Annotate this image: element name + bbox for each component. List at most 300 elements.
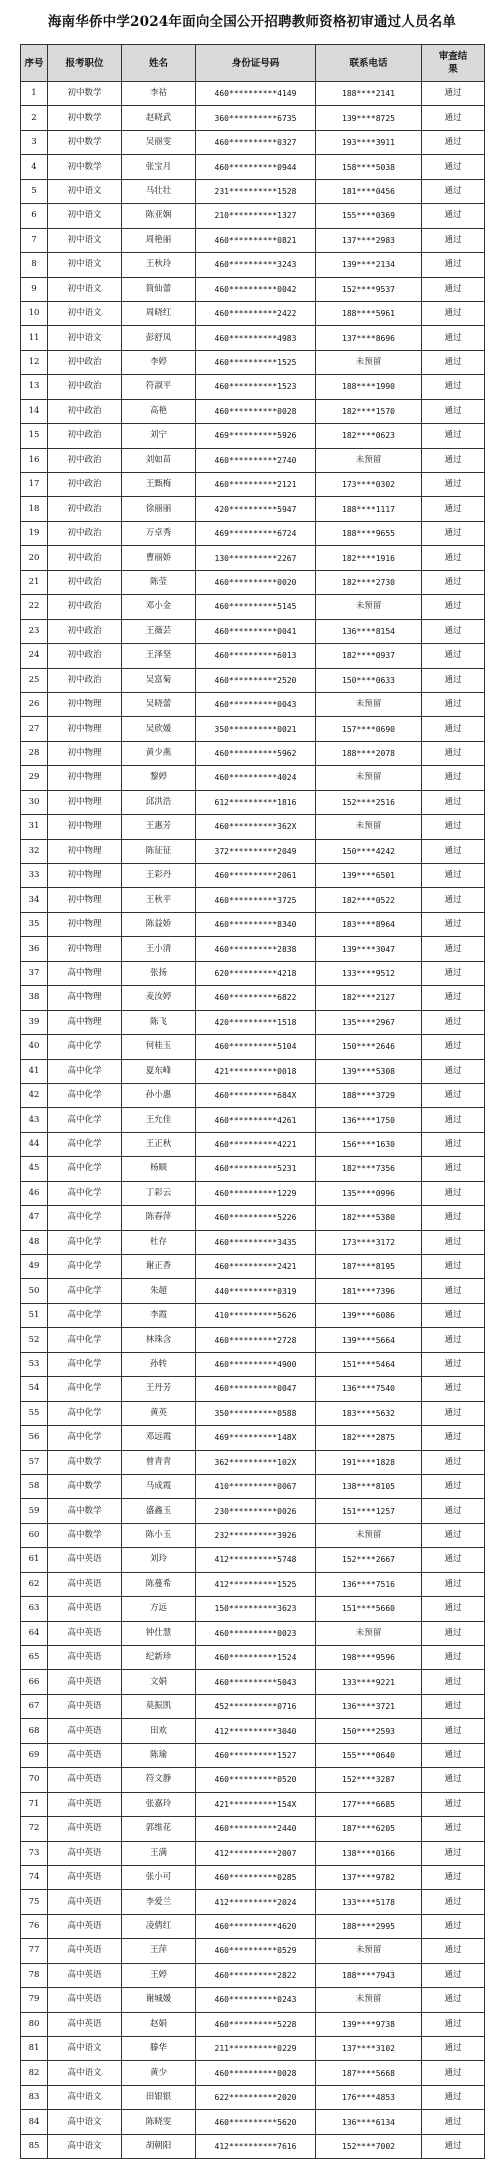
cell-index: 53 xyxy=(21,1352,48,1376)
cell-position: 初中政治 xyxy=(48,546,122,570)
table-row xyxy=(21,1230,485,1254)
cell-result: 通过 xyxy=(422,399,485,423)
cell-index: 17 xyxy=(21,473,48,497)
table-row xyxy=(21,1694,485,1718)
cell-name: 田欢 xyxy=(122,1719,196,1743)
table-row xyxy=(21,399,485,423)
cell-phone: 188****1117 xyxy=(316,497,422,521)
cell-index: 18 xyxy=(21,497,48,521)
cell-index: 64 xyxy=(21,1621,48,1645)
cell-index: 23 xyxy=(21,619,48,643)
table-row xyxy=(21,424,485,448)
cell-result: 通过 xyxy=(422,1474,485,1498)
cell-index: 56 xyxy=(21,1426,48,1450)
cell-phone: 158****5038 xyxy=(316,155,422,179)
cell-position: 高中英语 xyxy=(48,1841,122,1865)
cell-name: 丁彩云 xyxy=(122,1181,196,1205)
cell-phone: 139****5664 xyxy=(316,1328,422,1352)
cell-result: 通过 xyxy=(422,350,485,374)
cell-id-number: 362**********102X xyxy=(196,1450,316,1474)
cell-position: 高中英语 xyxy=(48,1694,122,1718)
table-row xyxy=(21,912,485,936)
cell-result: 通过 xyxy=(422,790,485,814)
cell-position: 高中化学 xyxy=(48,1108,122,1132)
cell-index: 26 xyxy=(21,692,48,716)
cell-result: 通过 xyxy=(422,253,485,277)
table-row xyxy=(21,1474,485,1498)
cell-name: 王秋平 xyxy=(122,888,196,912)
cell-result: 通过 xyxy=(422,1230,485,1254)
cell-name: 王彩丹 xyxy=(122,864,196,888)
cell-phone: 182****2127 xyxy=(316,986,422,1010)
cell-phone: 182****1570 xyxy=(316,399,422,423)
cell-position: 初中语文 xyxy=(48,253,122,277)
cell-result: 通过 xyxy=(422,1548,485,1572)
cell-index: 84 xyxy=(21,2110,48,2134)
cell-index: 35 xyxy=(21,912,48,936)
cell-position: 高中英语 xyxy=(48,1768,122,1792)
cell-result: 通过 xyxy=(422,1817,485,1841)
cell-result: 通过 xyxy=(422,1621,485,1645)
cell-name: 钟仕慧 xyxy=(122,1621,196,1645)
cell-result: 通过 xyxy=(422,961,485,985)
cell-id-number: 412**********7616 xyxy=(196,2134,316,2158)
table-row xyxy=(21,1132,485,1156)
applicant-table xyxy=(20,44,485,2159)
table-row xyxy=(21,1719,485,1743)
cell-id-number: 412**********5748 xyxy=(196,1548,316,1572)
cell-index: 77 xyxy=(21,1939,48,1963)
table-row xyxy=(21,1817,485,1841)
cell-result: 通过 xyxy=(422,839,485,863)
cell-position: 高中英语 xyxy=(48,1817,122,1841)
cell-result: 通过 xyxy=(422,1328,485,1352)
cell-index: 76 xyxy=(21,1914,48,1938)
cell-position: 初中语文 xyxy=(48,277,122,301)
cell-id-number: 460**********2520 xyxy=(196,668,316,692)
cell-phone: 136****7540 xyxy=(316,1377,422,1401)
cell-id-number: 469**********148X xyxy=(196,1426,316,1450)
cell-phone: 188****3729 xyxy=(316,1083,422,1107)
cell-result: 通过 xyxy=(422,448,485,472)
table-row xyxy=(21,766,485,790)
cell-result: 通过 xyxy=(422,570,485,594)
cell-name: 张宝月 xyxy=(122,155,196,179)
cell-result: 通过 xyxy=(422,1377,485,1401)
cell-id-number: 412**********3040 xyxy=(196,1719,316,1743)
cell-name: 刘玲 xyxy=(122,1548,196,1572)
cell-phone: 151****5464 xyxy=(316,1352,422,1376)
cell-position: 初中政治 xyxy=(48,448,122,472)
cell-id-number: 360**********6735 xyxy=(196,106,316,130)
cell-name: 邱洪浩 xyxy=(122,790,196,814)
cell-phone: 139****5308 xyxy=(316,1059,422,1083)
cell-name: 李爱兰 xyxy=(122,1890,196,1914)
cell-index: 42 xyxy=(21,1083,48,1107)
cell-index: 28 xyxy=(21,741,48,765)
cell-index: 3 xyxy=(21,130,48,154)
cell-index: 40 xyxy=(21,1035,48,1059)
table-row xyxy=(21,2110,485,2134)
table-row xyxy=(21,692,485,716)
table-row xyxy=(21,1426,485,1450)
cell-phone: 139****3047 xyxy=(316,937,422,961)
table-row xyxy=(21,1646,485,1670)
cell-name: 陈瑜 xyxy=(122,1743,196,1767)
cell-id-number: 460**********0023 xyxy=(196,1621,316,1645)
cell-result: 通过 xyxy=(422,1352,485,1376)
cell-id-number: 412**********1525 xyxy=(196,1572,316,1596)
cell-position: 高中语文 xyxy=(48,2134,122,2158)
cell-result: 通过 xyxy=(422,912,485,936)
cell-result: 通过 xyxy=(422,1939,485,1963)
table-row xyxy=(21,2134,485,2158)
cell-index: 11 xyxy=(21,326,48,350)
cell-name: 李祜 xyxy=(122,82,196,106)
cell-name: 纪新珍 xyxy=(122,1646,196,1670)
cell-position: 高中化学 xyxy=(48,1132,122,1156)
cell-position: 高中英语 xyxy=(48,1621,122,1645)
cell-id-number: 460**********4900 xyxy=(196,1352,316,1376)
cell-index: 73 xyxy=(21,1841,48,1865)
cell-result: 通过 xyxy=(422,692,485,716)
cell-phone: 193****3911 xyxy=(316,130,422,154)
cell-index: 81 xyxy=(21,2037,48,2061)
cell-position: 高中英语 xyxy=(48,1670,122,1694)
table-row xyxy=(21,1743,485,1767)
cell-index: 71 xyxy=(21,1792,48,1816)
cell-phone: 137****9782 xyxy=(316,1865,422,1889)
cell-result: 通过 xyxy=(422,2085,485,2109)
cell-id-number: 452**********0716 xyxy=(196,1694,316,1718)
cell-index: 62 xyxy=(21,1572,48,1596)
table-row xyxy=(21,497,485,521)
cell-position: 初中物理 xyxy=(48,937,122,961)
cell-position: 高中英语 xyxy=(48,1719,122,1743)
cell-name: 刘如苗 xyxy=(122,448,196,472)
table-row xyxy=(21,1597,485,1621)
cell-id-number: 460**********2061 xyxy=(196,864,316,888)
cell-result: 通过 xyxy=(422,1523,485,1547)
cell-position: 初中政治 xyxy=(48,595,122,619)
cell-name: 谢正香 xyxy=(122,1255,196,1279)
cell-phone: 未预留 xyxy=(316,1939,422,1963)
cell-index: 72 xyxy=(21,1817,48,1841)
table-row xyxy=(21,375,485,399)
cell-phone: 139****8725 xyxy=(316,106,422,130)
table-row xyxy=(21,1303,485,1327)
cell-index: 12 xyxy=(21,350,48,374)
cell-index: 85 xyxy=(21,2134,48,2158)
table-row xyxy=(21,790,485,814)
table-row xyxy=(21,106,485,130)
cell-name: 黄少燕 xyxy=(122,741,196,765)
cell-phone: 135****2967 xyxy=(316,1010,422,1034)
cell-phone: 152****7002 xyxy=(316,2134,422,2158)
cell-position: 初中政治 xyxy=(48,521,122,545)
cell-position: 高中语文 xyxy=(48,2085,122,2109)
table-row xyxy=(21,1670,485,1694)
cell-name: 李霞 xyxy=(122,1303,196,1327)
cell-index: 82 xyxy=(21,2061,48,2085)
table-row xyxy=(21,350,485,374)
cell-result: 通过 xyxy=(422,1988,485,2012)
cell-result: 通过 xyxy=(422,986,485,1010)
table-row xyxy=(21,546,485,570)
cell-id-number: 460**********1527 xyxy=(196,1743,316,1767)
cell-result: 通过 xyxy=(422,1035,485,1059)
cell-id-number: 421**********0018 xyxy=(196,1059,316,1083)
cell-phone: 188****9655 xyxy=(316,521,422,545)
table-row xyxy=(21,1328,485,1352)
cell-result: 通过 xyxy=(422,1083,485,1107)
cell-phone: 198****9596 xyxy=(316,1646,422,1670)
cell-phone: 177****6685 xyxy=(316,1792,422,1816)
cell-result: 通过 xyxy=(422,497,485,521)
cell-index: 74 xyxy=(21,1865,48,1889)
cell-phone: 157****0690 xyxy=(316,717,422,741)
cell-index: 22 xyxy=(21,595,48,619)
table-row xyxy=(21,937,485,961)
cell-position: 高中语文 xyxy=(48,2037,122,2061)
cell-name: 邓小金 xyxy=(122,595,196,619)
cell-id-number: 460**********4620 xyxy=(196,1914,316,1938)
cell-id-number: 460**********0243 xyxy=(196,1988,316,2012)
table-row xyxy=(21,1255,485,1279)
cell-position: 高中化学 xyxy=(48,1181,122,1205)
cell-name: 滕华 xyxy=(122,2037,196,2061)
cell-index: 60 xyxy=(21,1523,48,1547)
cell-result: 通过 xyxy=(422,424,485,448)
cell-id-number: 460**********0020 xyxy=(196,570,316,594)
cell-position: 高中化学 xyxy=(48,1230,122,1254)
cell-phone: 188****2141 xyxy=(316,82,422,106)
table-row xyxy=(21,839,485,863)
cell-phone: 136****1750 xyxy=(316,1108,422,1132)
cell-name: 张扬 xyxy=(122,961,196,985)
cell-phone: 136****6134 xyxy=(316,2110,422,2134)
cell-position: 高中物理 xyxy=(48,1010,122,1034)
cell-id-number: 460**********5620 xyxy=(196,2110,316,2134)
cell-position: 高中英语 xyxy=(48,1597,122,1621)
cell-index: 69 xyxy=(21,1743,48,1767)
table-row xyxy=(21,888,485,912)
cell-phone: 150****2646 xyxy=(316,1035,422,1059)
cell-position: 高中数学 xyxy=(48,1474,122,1498)
cell-phone: 156****1630 xyxy=(316,1132,422,1156)
table-body xyxy=(21,82,485,2159)
table-row xyxy=(21,1939,485,1963)
table-row xyxy=(21,644,485,668)
cell-position: 高中物理 xyxy=(48,961,122,985)
cell-position: 初中政治 xyxy=(48,473,122,497)
cell-id-number: 622**********2020 xyxy=(196,2085,316,2109)
cell-index: 24 xyxy=(21,644,48,668)
cell-phone: 139****9738 xyxy=(316,2012,422,2036)
table-row xyxy=(21,277,485,301)
cell-phone: 152****3287 xyxy=(316,1768,422,1792)
cell-name: 谢城媛 xyxy=(122,1988,196,2012)
table-row xyxy=(21,2012,485,2036)
cell-result: 通过 xyxy=(422,1963,485,1987)
cell-name: 郭维花 xyxy=(122,1817,196,1841)
cell-id-number: 211**********0229 xyxy=(196,2037,316,2061)
cell-phone: 150****0633 xyxy=(316,668,422,692)
cell-phone: 188****5961 xyxy=(316,301,422,325)
cell-index: 27 xyxy=(21,717,48,741)
cell-phone: 181****7396 xyxy=(316,1279,422,1303)
cell-index: 16 xyxy=(21,448,48,472)
cell-position: 高中化学 xyxy=(48,1352,122,1376)
cell-position: 高中英语 xyxy=(48,1988,122,2012)
cell-result: 通过 xyxy=(422,326,485,350)
cell-name: 孙转 xyxy=(122,1352,196,1376)
cell-id-number: 460**********5228 xyxy=(196,2012,316,2036)
cell-position: 初中政治 xyxy=(48,424,122,448)
cell-id-number: 372**********2049 xyxy=(196,839,316,863)
cell-position: 初中物理 xyxy=(48,815,122,839)
cell-index: 37 xyxy=(21,961,48,985)
cell-id-number: 620**********4218 xyxy=(196,961,316,985)
table-row xyxy=(21,473,485,497)
header-position: 报考职位 xyxy=(48,45,122,82)
cell-index: 9 xyxy=(21,277,48,301)
cell-name: 王泽坚 xyxy=(122,644,196,668)
cell-result: 通过 xyxy=(422,1670,485,1694)
cell-phone: 155****0369 xyxy=(316,204,422,228)
cell-id-number: 460**********5145 xyxy=(196,595,316,619)
cell-id-number: 460**********0047 xyxy=(196,1377,316,1401)
cell-id-number: 410**********0067 xyxy=(196,1474,316,1498)
cell-position: 初中物理 xyxy=(48,864,122,888)
cell-result: 通过 xyxy=(422,1743,485,1767)
cell-id-number: 421**********154X xyxy=(196,1792,316,1816)
cell-position: 高中英语 xyxy=(48,1572,122,1596)
cell-name: 陈蔓希 xyxy=(122,1572,196,1596)
cell-phone: 152****2667 xyxy=(316,1548,422,1572)
table-row xyxy=(21,619,485,643)
cell-id-number: 460**********4221 xyxy=(196,1132,316,1156)
cell-phone: 未预留 xyxy=(316,1988,422,2012)
cell-id-number: 350**********0021 xyxy=(196,717,316,741)
cell-position: 初中语文 xyxy=(48,228,122,252)
cell-phone: 188****1990 xyxy=(316,375,422,399)
table-row xyxy=(21,741,485,765)
cell-index: 34 xyxy=(21,888,48,912)
cell-phone: 176****4853 xyxy=(316,2085,422,2109)
cell-index: 14 xyxy=(21,399,48,423)
cell-position: 高中化学 xyxy=(48,1059,122,1083)
cell-id-number: 469**********6724 xyxy=(196,521,316,545)
cell-index: 8 xyxy=(21,253,48,277)
cell-id-number: 460**********2440 xyxy=(196,1817,316,1841)
cell-name: 林珠含 xyxy=(122,1328,196,1352)
cell-id-number: 460**********5043 xyxy=(196,1670,316,1694)
cell-id-number: 460**********1523 xyxy=(196,375,316,399)
cell-index: 21 xyxy=(21,570,48,594)
table-row xyxy=(21,228,485,252)
page-title: 海南华侨中学2024年面向全国公开招聘教师资格初审通过人员名单 xyxy=(47,14,457,30)
cell-result: 通过 xyxy=(422,2012,485,2036)
cell-position: 初中政治 xyxy=(48,668,122,692)
table-row xyxy=(21,448,485,472)
cell-name: 赵娟 xyxy=(122,2012,196,2036)
cell-position: 高中化学 xyxy=(48,1279,122,1303)
table-row xyxy=(21,1450,485,1474)
cell-phone: 133****9221 xyxy=(316,1670,422,1694)
table-row xyxy=(21,1108,485,1132)
cell-phone: 135****0996 xyxy=(316,1181,422,1205)
table-row xyxy=(21,130,485,154)
cell-name: 方远 xyxy=(122,1597,196,1621)
cell-result: 通过 xyxy=(422,521,485,545)
cell-position: 初中物理 xyxy=(48,912,122,936)
cell-name: 陈亚娴 xyxy=(122,204,196,228)
cell-name: 胡朝阳 xyxy=(122,2134,196,2158)
header-result: 审查结果 xyxy=(422,45,485,82)
cell-name: 赵晓武 xyxy=(122,106,196,130)
cell-position: 高中化学 xyxy=(48,1255,122,1279)
cell-phone: 188****7943 xyxy=(316,1963,422,1987)
table-row xyxy=(21,595,485,619)
cell-position: 初中政治 xyxy=(48,644,122,668)
cell-id-number: 460**********684X xyxy=(196,1083,316,1107)
cell-index: 2 xyxy=(21,106,48,130)
cell-id-number: 460**********2822 xyxy=(196,1963,316,1987)
cell-phone: 182****0623 xyxy=(316,424,422,448)
cell-result: 通过 xyxy=(422,1059,485,1083)
cell-position: 高中化学 xyxy=(48,1303,122,1327)
cell-result: 通过 xyxy=(422,2134,485,2158)
table-row xyxy=(21,1377,485,1401)
cell-position: 高中化学 xyxy=(48,1206,122,1230)
cell-id-number: 460**********5962 xyxy=(196,741,316,765)
cell-phone: 137****2983 xyxy=(316,228,422,252)
cell-phone: 188****2078 xyxy=(316,741,422,765)
table-row xyxy=(21,1988,485,2012)
cell-name: 吴富菊 xyxy=(122,668,196,692)
cell-result: 通过 xyxy=(422,179,485,203)
cell-result: 通过 xyxy=(422,1792,485,1816)
cell-name: 符文静 xyxy=(122,1768,196,1792)
cell-phone: 138****0166 xyxy=(316,1841,422,1865)
cell-id-number: 469**********5926 xyxy=(196,424,316,448)
header-name: 姓名 xyxy=(122,45,196,82)
cell-id-number: 460**********2121 xyxy=(196,473,316,497)
cell-result: 通过 xyxy=(422,595,485,619)
cell-position: 高中化学 xyxy=(48,1401,122,1425)
cell-position: 高中化学 xyxy=(48,1426,122,1450)
cell-name: 凌倩红 xyxy=(122,1914,196,1938)
cell-result: 通过 xyxy=(422,1694,485,1718)
cell-result: 通过 xyxy=(422,546,485,570)
cell-result: 通过 xyxy=(422,155,485,179)
cell-id-number: 460**********6822 xyxy=(196,986,316,1010)
table-row xyxy=(21,1548,485,1572)
cell-id-number: 150**********3623 xyxy=(196,1597,316,1621)
table-row xyxy=(21,82,485,106)
cell-position: 初中政治 xyxy=(48,570,122,594)
cell-position: 初中物理 xyxy=(48,839,122,863)
cell-result: 通过 xyxy=(422,1914,485,1938)
cell-name: 万卓秀 xyxy=(122,521,196,545)
cell-position: 初中政治 xyxy=(48,497,122,521)
cell-name: 黄少 xyxy=(122,2061,196,2085)
cell-name: 王正秋 xyxy=(122,1132,196,1156)
cell-phone: 182****7356 xyxy=(316,1157,422,1181)
cell-name: 田银银 xyxy=(122,2085,196,2109)
cell-id-number: 460**********6013 xyxy=(196,644,316,668)
